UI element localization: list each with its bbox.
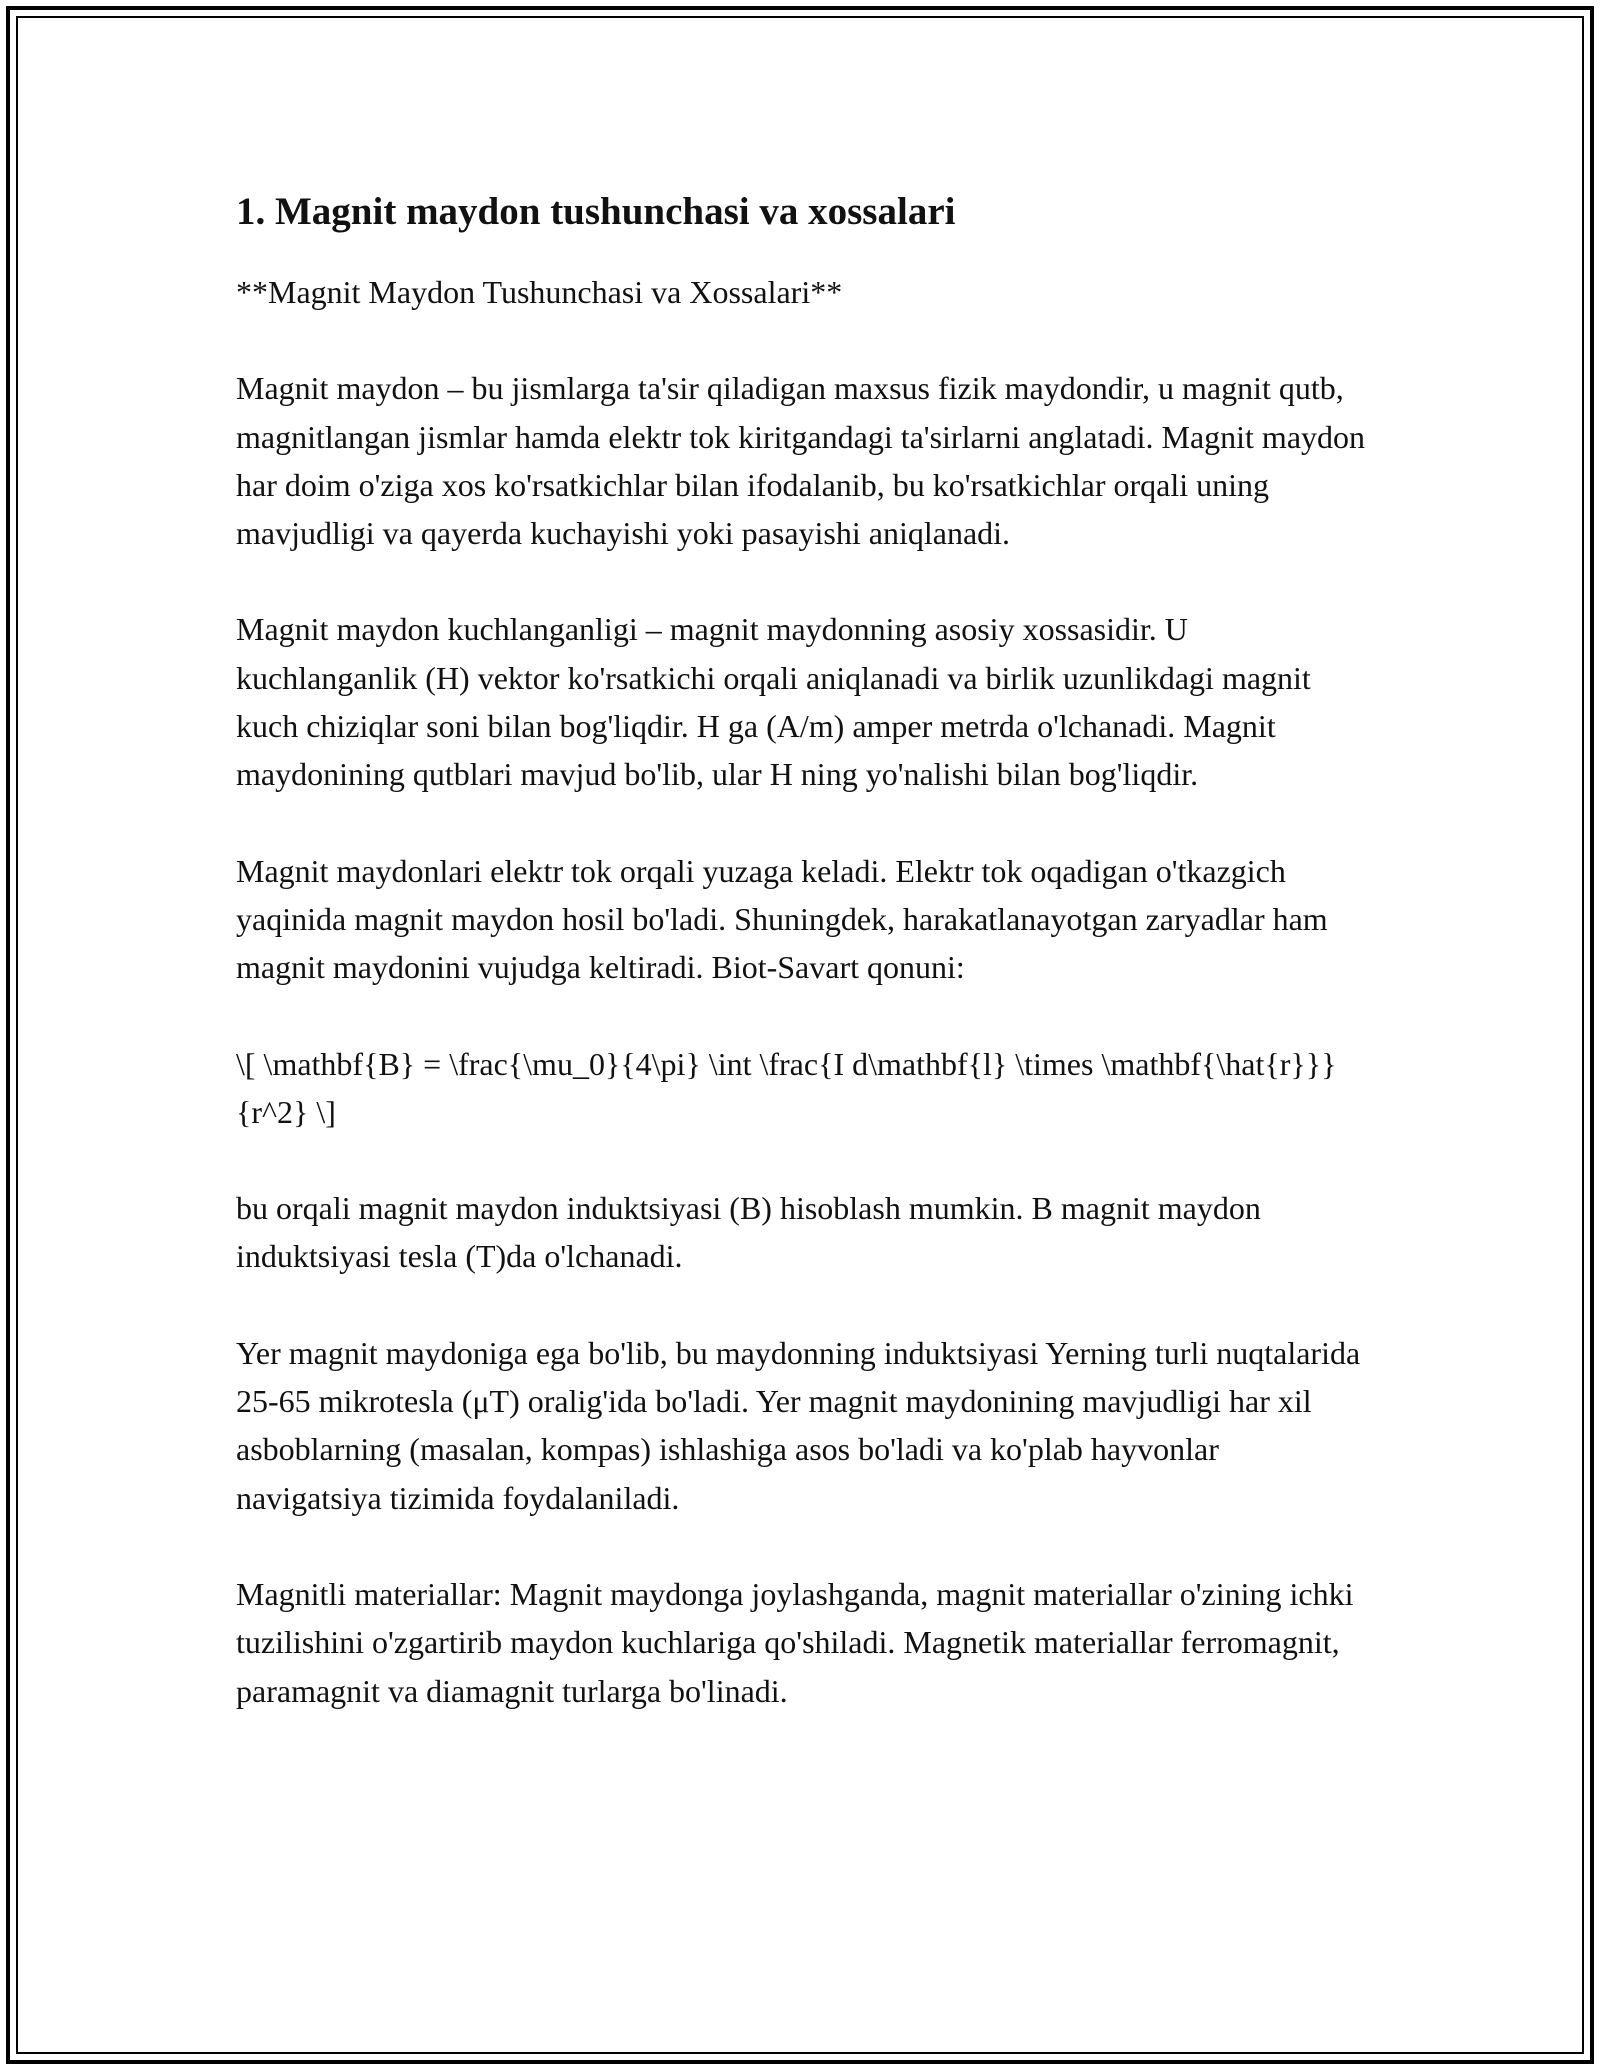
paragraph-induction: bu orqali magnit maydon induktsiyasi (B) hisoblash mumkin. B magnit maydon induktsiyasi tesla (T)da o'lchanadi. bbox=[236, 1190, 1261, 1275]
formula-biot-savart: \[ \mathbf{B} = \frac{\mu_0}{4\pi} \int \frac{I d\mathbf{l} \times \mathbf{\hat{r}}}{r^2} \] bbox=[236, 1045, 1337, 1130]
paragraph-subtitle: **Magnit Maydon Tushunchasi va Xossalari** bbox=[236, 274, 843, 310]
section-title: 1. Magnit maydon tushunchasi va xossalari bbox=[236, 190, 956, 233]
paragraph-field-strength: Magnit maydon kuchlanganligi – magnit maydonning asosiy xossasidir. U kuchlanganlik (H) vektor ko'rsatkichi orqali aniqlanadi va birlik uzunlikdagi magnit kuch chiziqlar soni bilan bog'liqdir. H ga (A/m) amper metrda o'lchanadi. Magnit maydonining qutblari mavjud bo'lib, ular H ning yo'nalishi bilan bog'liqdir. bbox=[236, 611, 1311, 793]
paragraph-magnetic-materials: Magnitli materiallar: Magnit maydonga joylashganda, magnit materiallar o'zining ichki tuzilishini o'zgartirib maydon kuchlariga qo'shiladi. Magnetik materiallar ferromagnit, paramagnit va diamagnit turlarga bo'linadi. bbox=[236, 1575, 1354, 1709]
paragraph-definition: Magnit maydon – bu jismlarga ta'sir qiladigan maxsus fizik maydondir, u magnit qutb, magnitlangan jismlar hamda elektr tok kiritgandagi ta'sirlarni anglatadi. Magnit maydon har doim o'ziga xos ko'rsatkichlar bilan ifodalanib, bu ko'rsatkichlar orqali uning mavjudligi va qayerda kuchayishi yoki pasayishi aniqlanadi. bbox=[236, 370, 1366, 552]
paragraph-electric-current: Magnit maydonlari elektr tok orqali yuzaga keladi. Elektr tok oqadigan o'tkazgich yaqinida magnit maydon hosil bo'ladi. Shuningdek, harakatlanayotgan zaryadlar ham magnit maydonini vujudga keltiradi. Biot-Savart qonuni: bbox=[236, 852, 1328, 986]
paragraph-earth-field: Yer magnit maydoniga ega bo'lib, bu maydonning induktsiyasi Yerning turli nuqtalarida 25-65 mikrotesla (μT) oralig'ida bo'ladi. Yer magnit maydonining mavjudligi har xil asboblarning (masalan, kompas) ishlashiga asos bo'ladi va ko'plab hayvonlar navigatsiya tizimida foydalaniladi. bbox=[236, 1334, 1361, 1516]
document-body bbox=[236, 186, 1366, 1763]
